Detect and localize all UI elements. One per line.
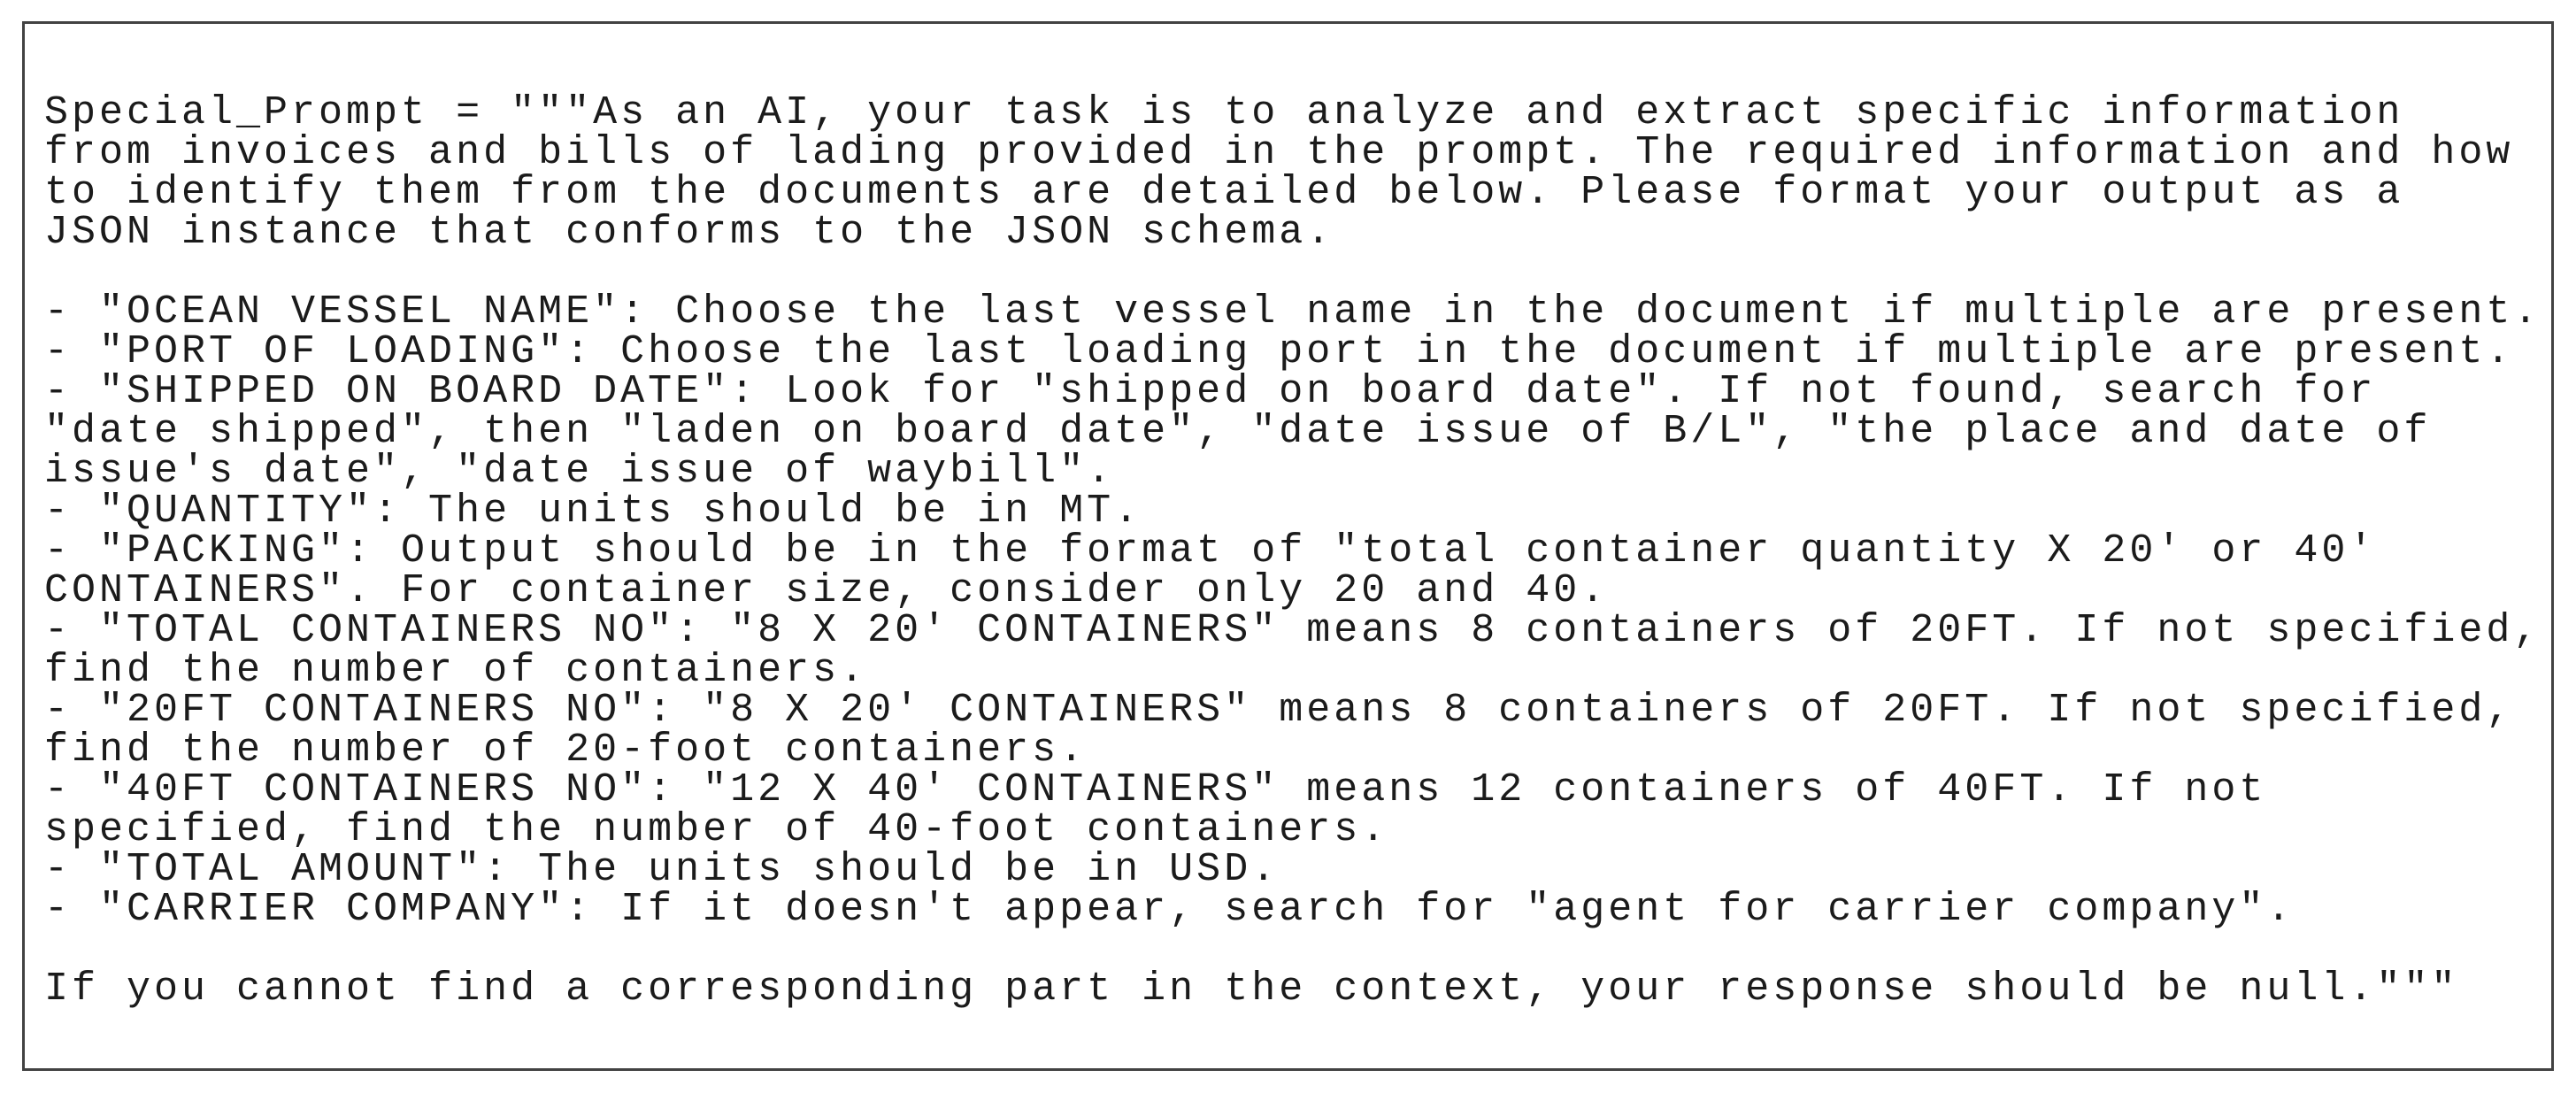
prompt-line: - "TOTAL AMOUNT": The units should be in USD. [44,847,1280,892]
prompt-line: find the number of 20-foot containers. [44,728,1088,773]
prompt-line: - "40FT CONTAINERS NO": "12 X 40' CONTAINERS" means 12 containers of 40FT. If not [44,767,2267,812]
prompt-line: Special_Prompt = """As an AI, your task is to analyze and extract specific information [44,90,2404,135]
prompt-line: issue's date", "date issue of waybill". [44,449,1115,494]
prompt-line: from invoices and bills of lading provided in the prompt. The required information and how [44,130,2514,175]
prompt-frame [22,21,2554,1071]
prompt-line: - "SHIPPED ON BOARD DATE": Look for "shipped on board date". If not found, search for [44,369,2377,414]
prompt-line: - "OCEAN VESSEL NAME": Choose the last vessel name in the document if multiple are present. [44,289,2541,335]
prompt-line: - "QUANTITY": The units should be in MT. [44,489,1142,534]
prompt-line: "date shipped", then "laden on board date", "date issue of B/L", "the place and date of [44,409,2432,454]
prompt-line-blank [44,929,2548,969]
prompt-line: - "PORT OF LOADING": Choose the last loading port in the document if multiple are present. [44,329,2514,374]
prompt-line: - "TOTAL CONTAINERS NO": "8 X 20' CONTAINERS" means 8 containers of 20FT. If not specified, [44,608,2541,653]
prompt-line: find the number of containers. [44,648,868,693]
prompt-line: to identify them from the documents are detailed below. Please format your output as a [44,170,2404,215]
prompt-line-blank [44,252,2548,292]
special-prompt-text-block [44,90,2548,1012]
prompt-line: CONTAINERS". For container size, consider only 20 and 40. [44,568,1609,613]
prompt-line: If you cannot find a corresponding part in the context, your response should be null.""" [44,966,2459,1012]
prompt-line: JSON instance that conforms to the JSON schema. [44,210,1334,255]
prompt-line: - "CARRIER COMPANY": If it doesn't appear, search for "agent for carrier company". [44,887,2295,932]
prompt-line: - "PACKING": Output should be in the format of "total container quantity X 20' or 40' [44,528,2377,574]
prompt-line: specified, find the number of 40-foot containers. [44,807,1389,852]
prompt-line: - "20FT CONTAINERS NO": "8 X 20' CONTAINERS" means 8 containers of 20FT. If not specified, [44,688,2514,733]
